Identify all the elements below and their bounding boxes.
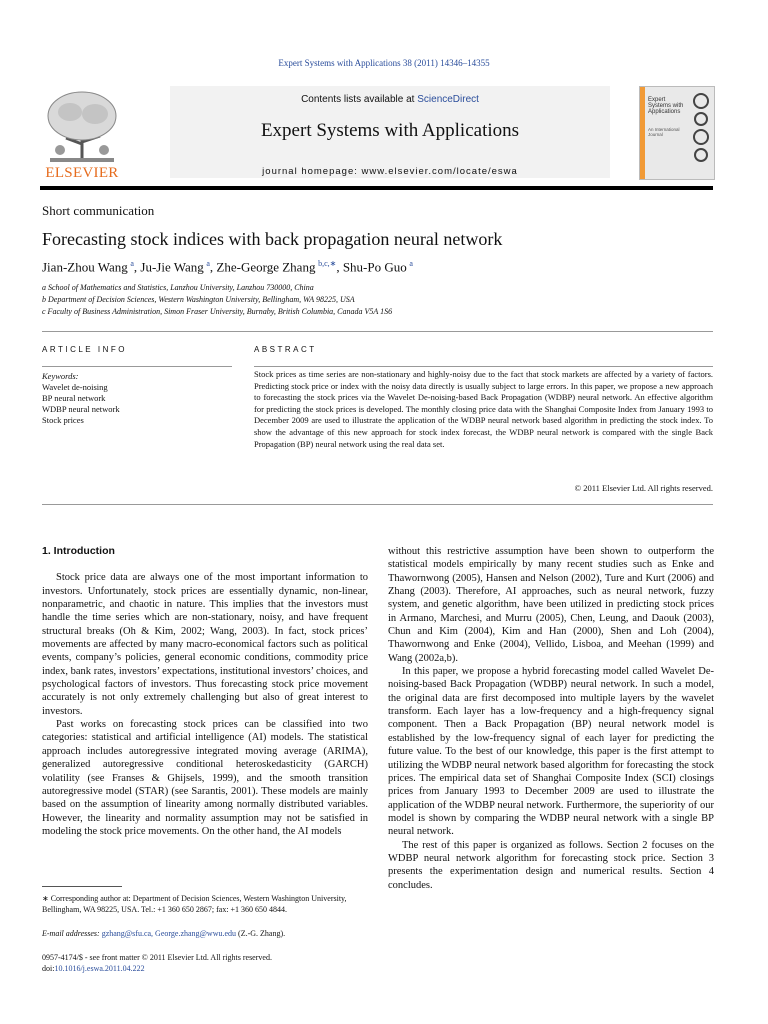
body-left-column	[42, 545, 368, 838]
cover-subtitle: An International Journal	[648, 127, 680, 137]
keyword-item: Stock prices	[42, 415, 84, 425]
journal-title: Expert Systems with Applications	[260, 120, 520, 141]
journal-homepage[interactable]: journal homepage: www.elsevier.com/locate/eswa	[262, 166, 518, 177]
journal-citation[interactable]: Expert Systems with Applications 38 (2011) 14346–14355	[278, 58, 490, 68]
affiliation: a School of Mathematics and Statistics, Lanzhou University, Lanzhou 730000, China	[42, 283, 314, 292]
keyword-item: WDBP neural network	[42, 404, 120, 414]
abstract-text: Stock prices as time series are non-stationary and highly-noisy due to the fact that stock markets are affected by a variety of factors. Predicting stock price or index with the noisy data directly is usually subject to large errors. In this paper, we propose a new approach to forecasting the stock prices via the Wavelet De-noising-based Back Propagation (WDBP) neural network. An effective algorithm for predicting the stock prices is developed. The monthly closing price data with the Shanghai Composite Index from January 1993 to December 2009 are used to illustrate the application of the WDBP neural network based algorithm in predicting the stock index. To show the advantage of this new approach for stock index forecast, the WDBP neural network is compared with the single Back Propagation (BP) neural network using the real data set.	[254, 369, 713, 449]
article-info-heading: ARTICLE INFO	[42, 345, 127, 354]
cover-title: Expert Systems with Applications	[648, 97, 684, 115]
corresponding-author-note: ∗ Corresponding author at: Department of Decision Sciences, Western Washington University, Bellingham, WA 98225, USA. Tel.: +1 360 650 2867; fax: +1 360 650 4844.	[42, 894, 347, 914]
title-divider	[42, 331, 713, 332]
issn-line: 0957-4174/$ - see front matter © 2011 Elsevier Ltd. All rights reserved.	[42, 953, 272, 962]
contents-prefix: Contents lists available at	[301, 94, 418, 105]
author-name: Shu-Po Guo	[342, 259, 407, 275]
body-paragraph: In this paper, we propose a hybrid forecasting model called Wavelet De-noising-based Back Propagation (WDBP) neural network. In such a model, the original data are first decomposed into multiple layers by the wavelet transform. Each layer has a low-frequency and a high-frequency signal component. Then a Back Propagation (BP) neural network model is established by the low-frequency signal of each layer for predicting the future value. To the best of our knowledge, this paper is the first attempt to utilizing the WDBP neural network based algorithm for forecasting the stock prices. The empirical data set of Shanghai Composite Index (SCI) closings prices from January 1993 to December 2009 are used to illustrate the application of the WDBP neural network. Furthermore, the superiority of our model is shown by comparing the WDBP neural network with a single BP neural network.	[388, 666, 714, 838]
email-links[interactable]: gzhang@sfu.ca, George.zhang@wwu.edu	[101, 929, 237, 938]
section-heading: 1. Introduction	[42, 545, 115, 557]
abstract-rule	[254, 366, 713, 367]
abstract-heading: ABSTRACT	[254, 345, 317, 354]
email-label: E-mail addresses:	[42, 929, 102, 938]
contents-line	[180, 94, 600, 105]
elsevier-wordmark: ELSEVIER	[45, 165, 119, 181]
abstract-divider	[42, 504, 713, 505]
doi-label: doi:	[42, 964, 55, 973]
author-affil-link[interactable]: a	[206, 259, 210, 268]
cover-stripe	[640, 87, 645, 179]
author-name: Zhe-George Zhang	[216, 259, 316, 275]
email-note	[42, 929, 368, 940]
header-divider	[40, 186, 713, 190]
body-paragraph: Past works on forecasting stock prices can be classified into two categories: statistical and artificial intelligence (AI) models. The statistical approach includes autoregressive integrated moving average (ARIMA), generalized autoregressive conditional heteroskedasticity (GARCH) volatility (see Franses & Ghijsels, 1999), and the smooth transition autoregressive model (STAR) (see Sarantis, 2001). These models are mainly based on the assumption of linearity among normally distributed variables. However, the linearity and normality assumption may not be satisfied in modeling the stock price movements. On the other hand, the AI models	[42, 719, 368, 837]
doi-link[interactable]: 10.1016/j.eswa.2011.04.222	[54, 964, 145, 973]
body-paragraph: The rest of this paper is organized as follows. Section 2 focuses on the WDBP neural network algorithm for forecasting stock price. Section 3 presents the experimentation design and numerical results. Section 4 concludes.	[388, 839, 714, 891]
body-paragraph: without this restrictive assumption have been shown to outperform the statistical models empirically by many recent studies such as Enke and Thawornwong (2005), Hansen and Nelson (2002), Ture and Kurt (2006) and Zhang (2003). Therefore, AI approaches, such as neural network, fuzzy system, and genetic algorithm, have been utilized in predicting stock prices in Armano, Marchesi, and Murru (2005), Chen, Leung, and Daouk (2003), Chun and Kim (2004), Kim and Han (2000), Shen and Loh (2004), Thawornwong and Enke (2004), Vellido, Lisboa, and Meehan (1999) and Wang (2002a,b).	[388, 546, 714, 664]
sciencedirect-link[interactable]: ScienceDirect	[417, 94, 479, 105]
article-info-rule	[42, 366, 232, 367]
doi-line	[42, 963, 145, 974]
affiliation: c Faculty of Business Administration, Simon Fraser University, Burnaby, British Columbia, Canada V5A 1S6	[42, 307, 393, 316]
keywords-block	[42, 371, 120, 426]
keywords-label: Keywords:	[42, 371, 79, 381]
author-affil-link[interactable]: b,c,∗	[318, 259, 337, 268]
author-affil-link[interactable]: a	[409, 259, 413, 268]
keyword-item: Wavelet de-noising	[42, 382, 108, 392]
article-type: Short communication	[42, 203, 155, 218]
article-title: Forecasting stock indices with back propagation neural network	[42, 229, 503, 249]
journal-cover-thumbnail	[639, 86, 715, 180]
affiliation: b Department of Decision Sciences, Western Washington University, Bellingham, WA 98225, USA	[42, 295, 355, 304]
footnote-rule	[42, 886, 122, 887]
email-suffix: (Z.-G. Zhang).	[236, 929, 286, 938]
keyword-item: BP neural network	[42, 393, 106, 403]
abstract-copyright: © 2011 Elsevier Ltd. All rights reserved.	[574, 483, 713, 493]
author-affil-link[interactable]: a	[130, 259, 134, 268]
author-name: Jian-Zhou Wang	[42, 259, 128, 275]
cover-gear-icons	[690, 91, 712, 175]
author-name: Ju-Jie Wang	[140, 259, 204, 275]
body-paragraph: Stock price data are always one of the most important information to investors. Unfortunately, stock prices are essentially dynamic, non-linear, nonparametric, and chaotic in nature. This implies that the investors must handle the time series which are non-stationary, noisy, and have frequent structural breaks (Oh & Kim, 2002; Wang, 2003). In fact, stock prices’ movements are affected by many macro-economical factors such as political events, company’s policies, general economic conditions, commodity price index, bank rates, investors’ expectations, institutional investors’ choices, and psychological factors of investors. Thus forecasting stock price movement accurately is not only extremely challenging but also of great interest to investors.	[42, 572, 368, 717]
author-list: Jian-Zhou Wang $^a$, Ju-Jie Wang $^a$, Zhe-George Zhang $^{b,c,∗}$, Shu-Po Guo $^a$	[42, 259, 413, 275]
body-right-column	[388, 545, 714, 892]
